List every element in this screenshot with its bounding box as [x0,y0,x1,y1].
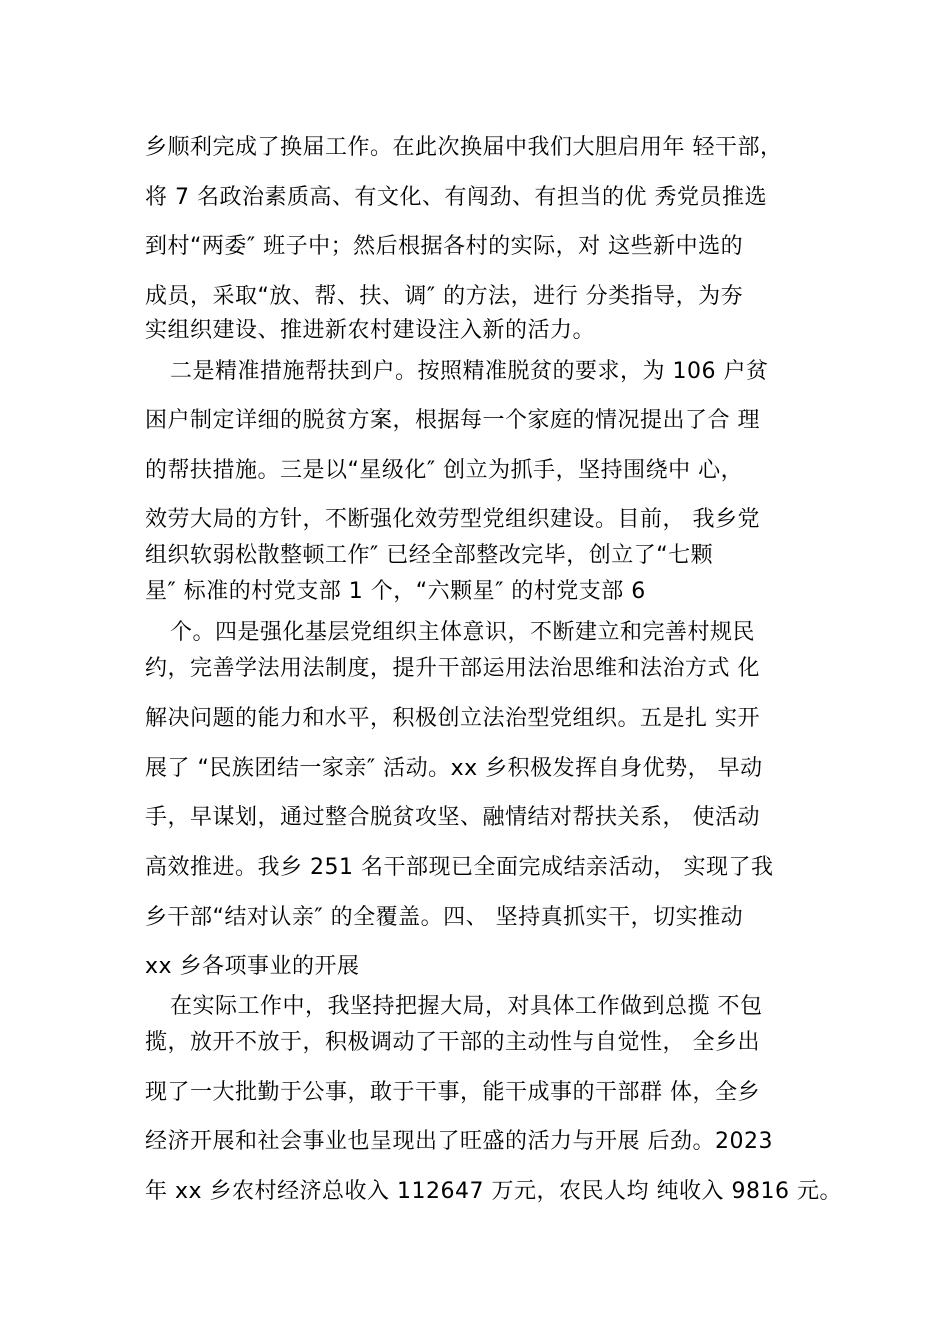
text-line: 实组织建设、推进新农村建设注入新的活力。 [145,318,596,343]
text-line: 星″ 标准的村党支部 1 个，“六颗星″ 的村党支部 6 [145,579,646,604]
section-heading-line: xx 乡各项事业的开展 [145,954,360,979]
text-line: 揽，放开不放于，积极调动了干部的主动性与自觉性， 全乡出 [145,1030,760,1055]
text-line: 乡干部“结对认亲″ 的全覆盖。四、 坚持真抓实干，切实推动 [145,905,744,930]
text-line: 成员，采取“放、帮、扶、调″ 的方法，进行 分类指导，为夯 [145,284,744,309]
text-line: 约，完善学法用法制度，提升干部运用法治思维和法治方式 化 [145,656,760,681]
text-line: 高效推进。我乡 251 名干部现已全面完成结亲活动， 实现了我 [145,855,774,880]
text-line: 困户制定详细的脱贫方案，根据每一个家庭的情况提出了合 理 [145,408,760,433]
text-line: 经济开展和社会事业也呈现出了旺盛的活力与开展 后劲。2023 [145,1129,773,1154]
paragraph-start-line: 二是精准措施帮扶到户。按照精准脱贫的要求，为 106 户贫 [170,359,769,384]
paragraph-start-line: 在实际工作中，我坚持把握大局，对具体工作做到总揽 不包 [170,994,763,1019]
text-line: 将 7 名政治素质高、有文化、有闯劲、有担当的优 秀党员推选 [145,185,767,210]
text-line: 手，早谋划，通过整合脱贫攻坚、融情结对帮扶关系， 使活动 [145,805,760,830]
text-line: 到村“两委″ 班子中；然后根据各村的实际，对 这些新中选的 [145,234,744,259]
text-line: 乡顺利完成了换届工作。在此次换届中我们大胆启用年 轻干部， [145,135,783,160]
text-line: 解决问题的能力和水平，积极创立法治型党组织。五是扎 实开 [145,706,760,731]
paragraph-start-line: 个。四是强化基层党组织主体意识，不断建立和完善村规民 [170,620,756,645]
text-line: 组织软弱松散整顿工作″ 已经全部整改完毕，创立了“七颗 [145,543,714,568]
text-line: 展了 “民族团结一家亲″ 活动。xx 乡积极发挥自身优势， 早动 [145,756,763,781]
text-line: 年 xx 乡农村经济总收入 112647 万元，农民人均 纯收入 9816 元。 [145,1179,842,1204]
text-line: 现了一大批勤于公事，敢于干事，能干成事的干部群 体，全乡 [145,1080,760,1105]
text-line: 效劳大局的方针，不断强化效劳型党组织建设。目前， 我乡党 [145,507,760,532]
text-line: 的帮扶措施。三是以“星级化″ 创立为抓手，坚持围绕中 心， [145,458,744,483]
